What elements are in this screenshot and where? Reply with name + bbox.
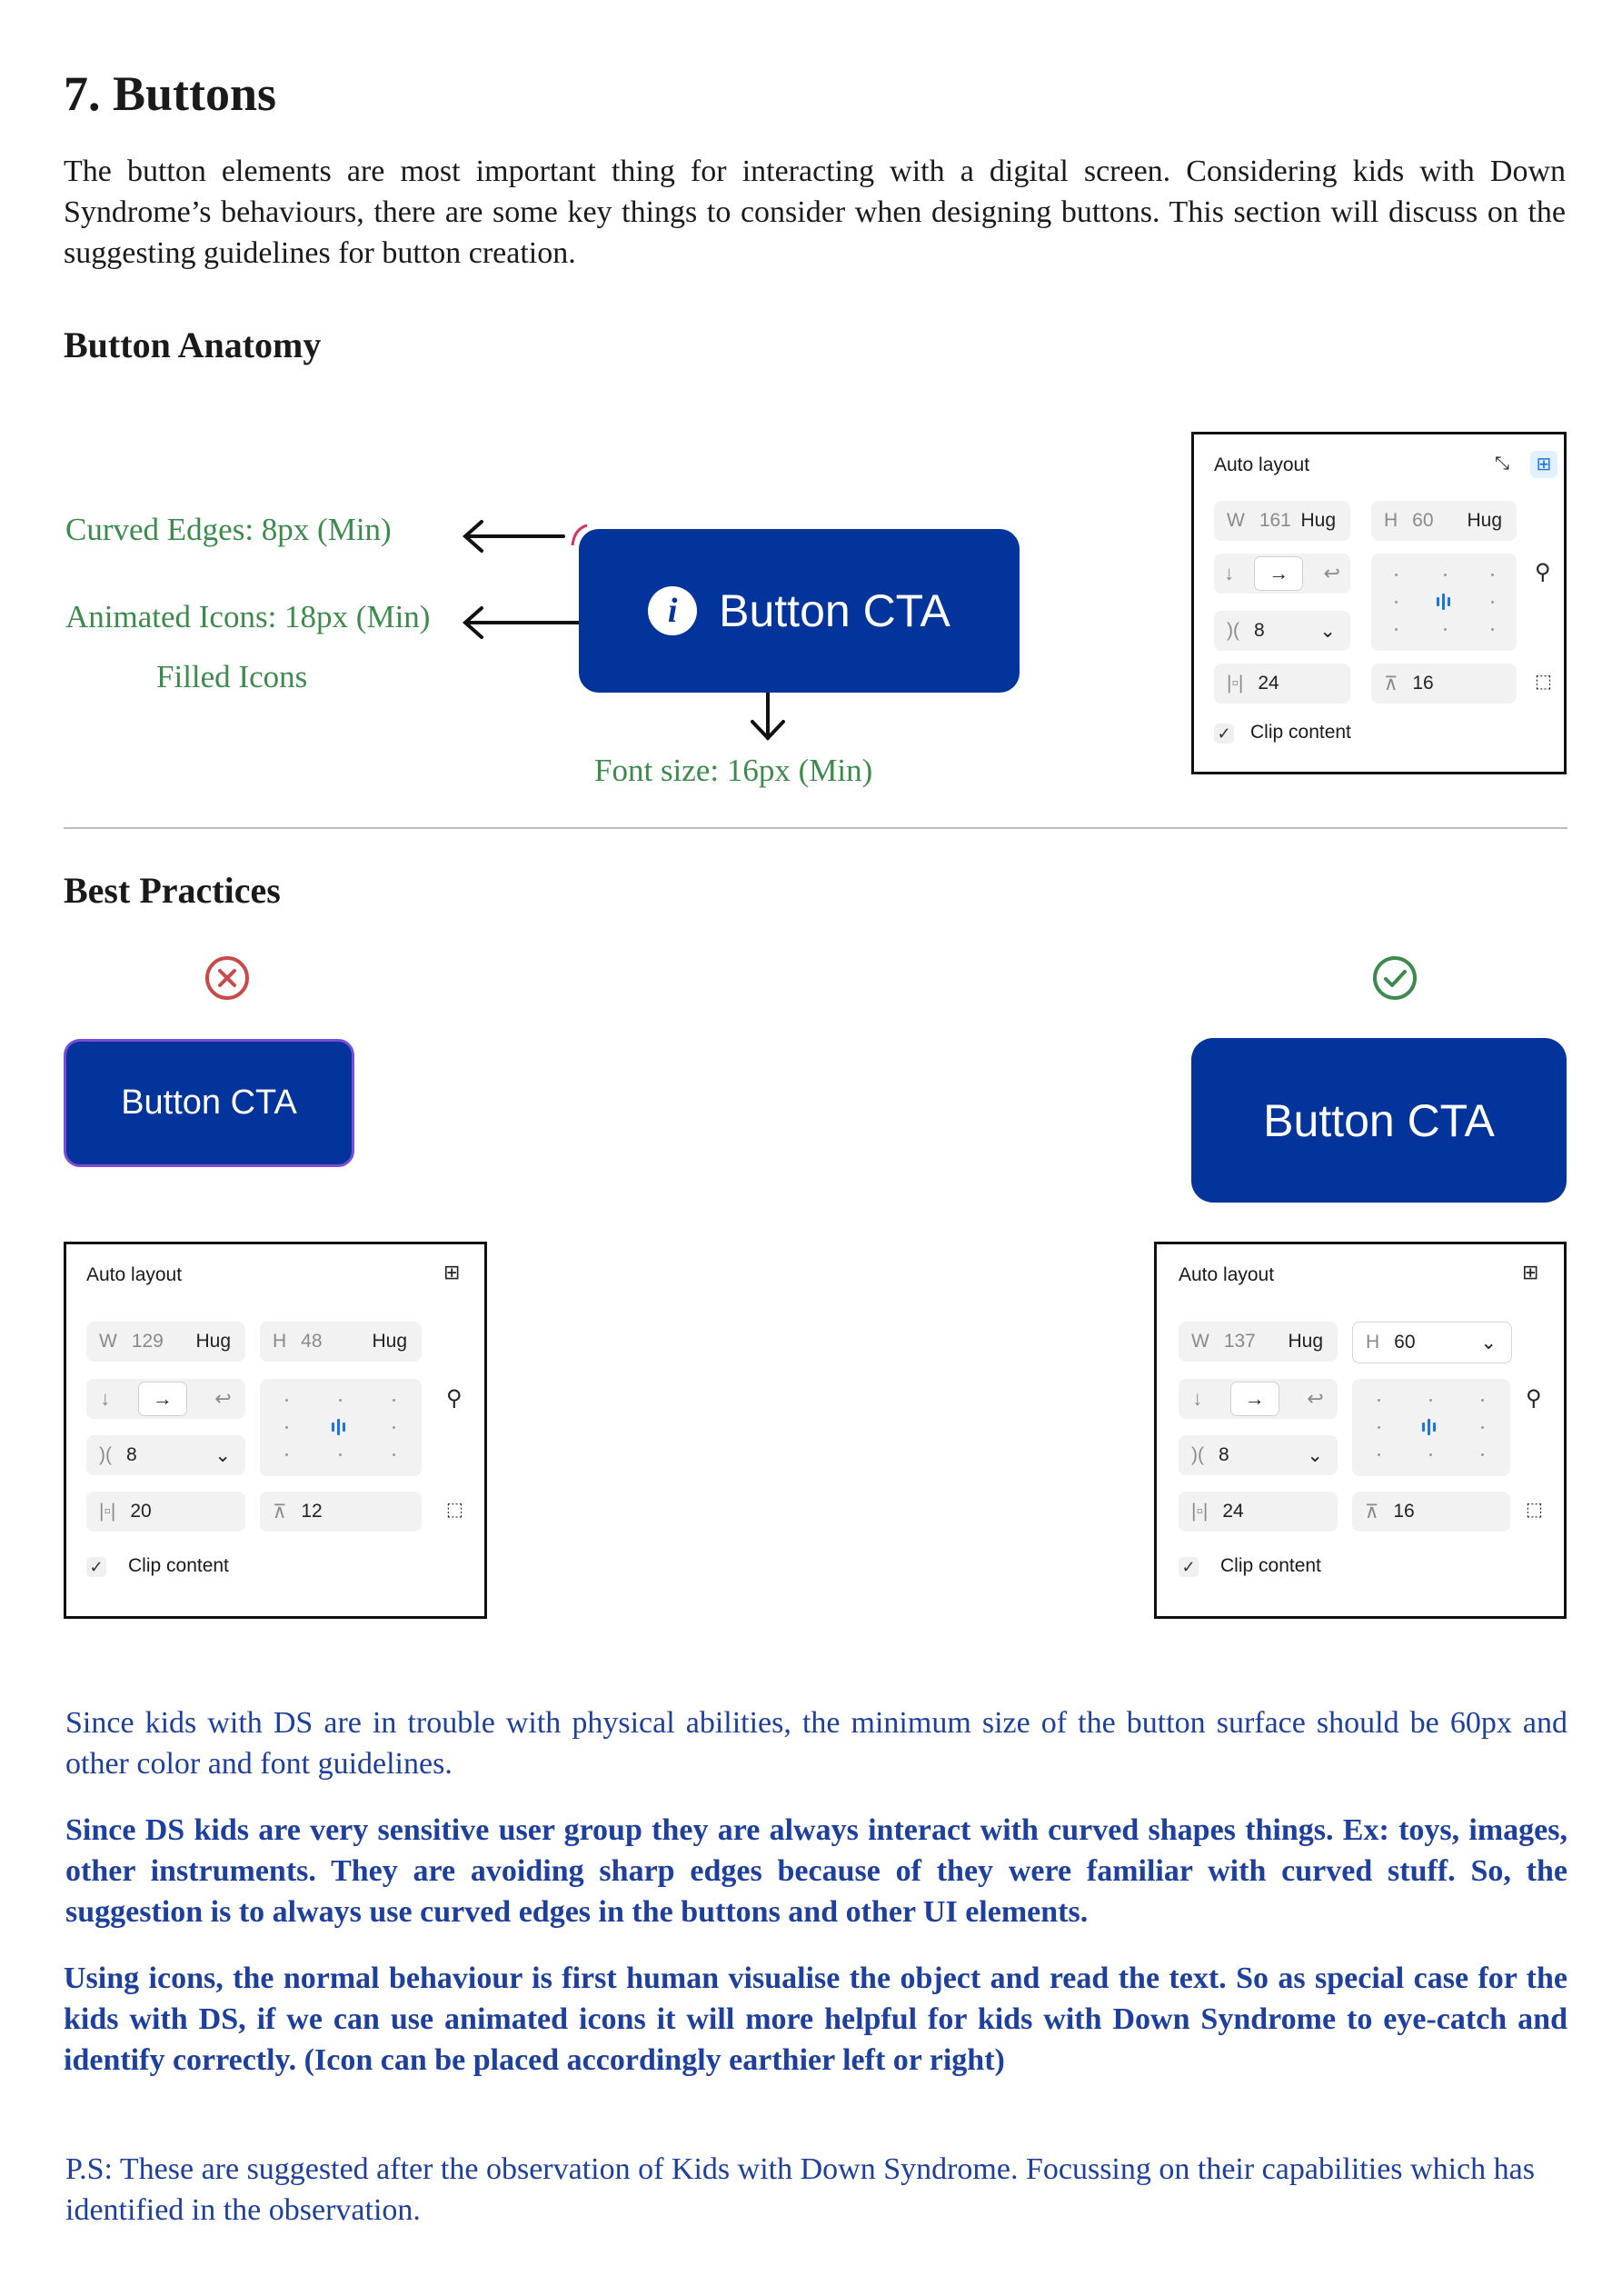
chevron-down-icon[interactable]: ⌄ [1319, 620, 1336, 642]
direction-toggle[interactable] [86, 1379, 245, 1419]
bad-example-cta-button[interactable] [64, 1039, 354, 1167]
direction-toggle[interactable] [1179, 1379, 1338, 1419]
chevron-down-icon[interactable]: ⌄ [1480, 1332, 1497, 1353]
page-title: 7. Buttons [64, 66, 277, 121]
horizontal-arrow-icon[interactable]: → [1254, 556, 1303, 591]
wrap-arrow-icon[interactable]: ↩ [1323, 562, 1340, 584]
padding-horizontal-field[interactable]: |▫| 24 [1214, 664, 1350, 704]
padding-horizontal-icon: |▫| [99, 1501, 116, 1522]
gap-field[interactable]: )( 8 ⌄ [86, 1435, 245, 1475]
wrap-arrow-icon[interactable]: ↩ [1307, 1387, 1324, 1410]
vertical-arrow-icon[interactable]: ↓ [1192, 1387, 1203, 1410]
settings-sliders-icon[interactable]: ⚲ [446, 1386, 463, 1411]
chevron-down-icon[interactable]: ⌄ [1307, 1444, 1323, 1466]
anatomy-cta-label: Button CTA [719, 585, 950, 636]
gap-icon: )( [1227, 620, 1239, 641]
height-field[interactable]: H 60 ⌄ [1352, 1322, 1512, 1363]
alignment-grid[interactable] [260, 1379, 422, 1476]
paragraph-button-size: Since kids with DS are in trouble with physical abilities, the minimum size of the button surface should be 60px and other color and font guidelines. [65, 1706, 1567, 1781]
auto-layout-icon[interactable]: ⊞ [1522, 1261, 1539, 1283]
section-heading-anatomy: Button Anatomy [64, 324, 322, 365]
clip-content-checkbox[interactable]: ✓ [1179, 1557, 1199, 1577]
good-cta-label: Button CTA [1263, 1094, 1495, 1146]
clip-content-label: Clip content [1220, 1555, 1321, 1576]
padding-vertical-field[interactable]: ⊼ 12 [260, 1492, 422, 1532]
padding-vertical-field[interactable]: ⊼ 16 [1371, 664, 1517, 704]
width-field[interactable]: W 129 Hug [86, 1322, 245, 1362]
horizontal-arrow-icon[interactable]: → [138, 1382, 187, 1416]
alignment-center-icon [332, 1419, 345, 1435]
paragraph-curved-edges: Since DS kids are very sensitive user group they are always interact with curved shapes things. Ex: toys, images, other instruments. They are avoiding sharp edges because of they were familiar with curved stuff. So, the suggestion is to always use curved edges in the buttons and other UI elements. [65, 1813, 1567, 1929]
gap-icon: )( [99, 1444, 112, 1465]
individual-padding-icon[interactable]: ⬚ [446, 1500, 463, 1520]
anatomy-cta-button[interactable] [579, 529, 1020, 693]
clip-content-label: Clip content [1250, 722, 1351, 743]
anatomy-auto-layout-panel [1191, 432, 1567, 774]
panel-title: Auto layout [86, 1264, 183, 1285]
annotation-curved-edges: Curved Edges: 8px (Min) [65, 512, 392, 547]
auto-layout-icon[interactable]: ⊞ [1530, 451, 1557, 478]
clip-content-checkbox[interactable]: ✓ [86, 1557, 106, 1577]
padding-vertical-icon: ⊼ [1384, 673, 1398, 694]
annotation-filled-icons: Filled Icons [156, 659, 308, 694]
alignment-grid[interactable] [1352, 1379, 1510, 1476]
padding-vertical-field[interactable]: ⊼ 16 [1352, 1492, 1510, 1532]
height-field[interactable]: H 60 Hug [1371, 501, 1517, 541]
gap-field[interactable]: )( 8 ⌄ [1214, 611, 1350, 651]
horizontal-arrow-icon[interactable]: → [1230, 1382, 1279, 1416]
individual-padding-icon[interactable]: ⬚ [1535, 672, 1552, 692]
individual-padding-icon[interactable]: ⬚ [1526, 1500, 1543, 1520]
paragraph-ps-note: P.S: These are suggested after the observation of Kids with Down Syndrome. Focussing on their capabilities which has identified in the observation. [65, 2152, 1535, 2227]
height-field[interactable]: H 48 Hug [260, 1322, 422, 1362]
alignment-center-icon [1422, 1419, 1436, 1435]
direction-toggle[interactable] [1214, 554, 1350, 594]
panel-title: Auto layout [1179, 1264, 1275, 1285]
alignment-center-icon [1437, 594, 1450, 610]
padding-vertical-icon: ⊼ [273, 1501, 287, 1522]
padding-horizontal-field[interactable]: |▫| 20 [86, 1492, 245, 1532]
settings-sliders-icon[interactable]: ⚲ [1526, 1386, 1542, 1411]
section-heading-practices: Best Practices [64, 870, 281, 911]
intro-paragraph: The button elements are most important thing for interacting with a digital screen. Considering kids with Down Syndrome’s behaviours, there are some key things to consider when designing buttons. This section will discuss on the suggesting guidelines for button creation. [64, 155, 1566, 270]
vertical-arrow-icon[interactable]: ↓ [100, 1387, 111, 1410]
padding-vertical-icon: ⊼ [1365, 1501, 1379, 1522]
annotation-font-size: Font size: 16px (Min) [594, 753, 873, 788]
bad-x-icon [204, 954, 251, 1002]
gap-field[interactable]: )( 8 ⌄ [1179, 1435, 1338, 1475]
width-field[interactable]: W 137 Hug [1179, 1322, 1338, 1362]
panel-title: Auto layout [1214, 454, 1310, 475]
section-divider [64, 827, 1567, 829]
clip-content-checkbox[interactable]: ✓ [1214, 724, 1234, 744]
padding-horizontal-field[interactable]: |▫| 24 [1179, 1492, 1338, 1532]
vertical-arrow-icon[interactable]: ↓ [1224, 562, 1235, 584]
good-check-icon [1371, 954, 1418, 1002]
wrap-arrow-icon[interactable]: ↩ [214, 1387, 232, 1410]
gap-icon: )( [1191, 1444, 1204, 1465]
bad-auto-layout-panel [64, 1242, 487, 1619]
clip-content-label: Clip content [128, 1555, 229, 1576]
good-example-cta-button[interactable] [1191, 1038, 1567, 1203]
alignment-grid[interactable] [1371, 554, 1517, 651]
padding-horizontal-icon: |▫| [1191, 1501, 1209, 1522]
padding-horizontal-icon: |▫| [1227, 673, 1244, 694]
chevron-down-icon[interactable]: ⌄ [214, 1444, 231, 1466]
good-auto-layout-panel [1154, 1242, 1567, 1619]
info-icon: i [648, 586, 697, 635]
paragraph-animated-icons: Using icons, the normal behaviour is first human visualise the object and read the text. So as special case for the kids with DS, if we can use animated icons it will more helpful for kids with Down Syndrome to eye-catch and identify correctly. (Icon can be placed accordingly earthier left or right) [64, 1962, 1567, 2077]
bad-cta-label: Button CTA [121, 1083, 297, 1122]
annotation-animated-icons: Animated Icons: 18px (Min) [65, 599, 431, 634]
collapse-icon[interactable]: ⤡ [1495, 454, 1509, 474]
settings-sliders-icon[interactable]: ⚲ [1535, 560, 1551, 584]
auto-layout-icon[interactable]: ⊞ [443, 1261, 461, 1283]
width-field[interactable]: W 161 Hug [1214, 501, 1350, 541]
